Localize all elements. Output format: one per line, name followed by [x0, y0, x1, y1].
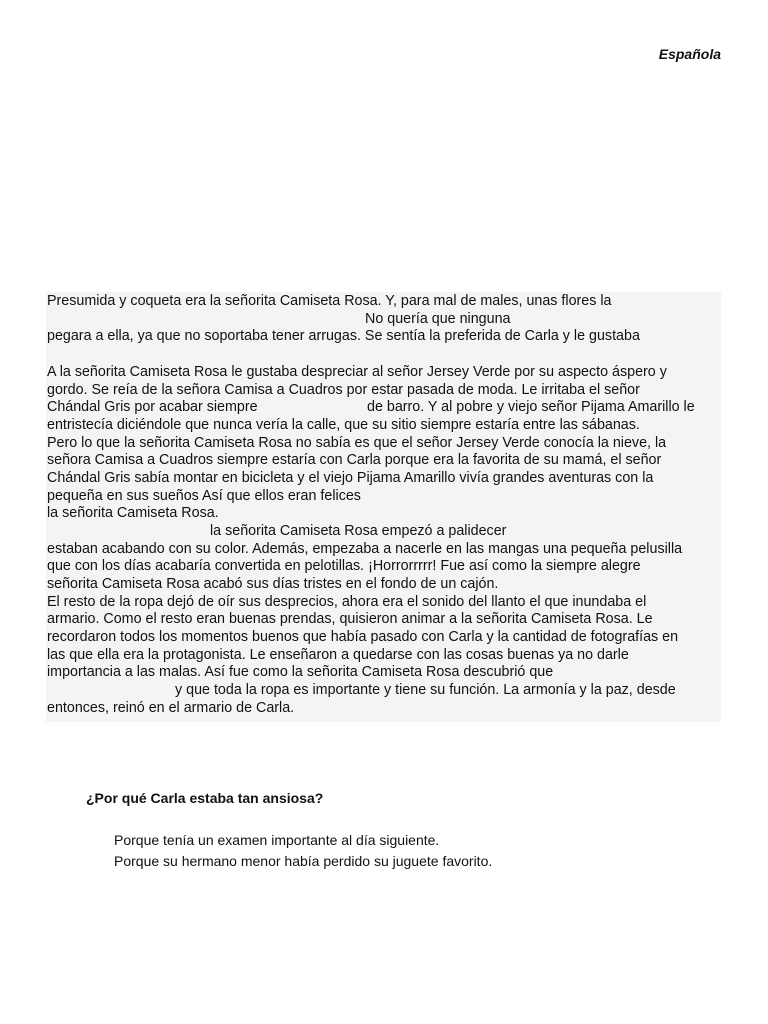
story-line: las que ella era la protagonista. Le enseñaron a quedarse con las cosas buenas ya no darle — [47, 647, 629, 663]
story-line: pegara a ella, ya que no soportaba tener arrugas. Se sentía la preferida de Carla y le gustaba — [47, 328, 640, 344]
story-line: Pero lo que la señorita Camiseta Rosa no sabía es que el señor Jersey Verde conocía la nieve, la — [47, 435, 667, 451]
quiz-option[interactable]: Porque su hermano menor había perdido su juguete favorito. — [114, 853, 493, 869]
story-line: armario. Como el resto eran buenas prendas, quisieron animar a la señorita Camiseta Rosa. Le — [47, 611, 653, 627]
story-line: importancia a las malas. Así fue como la señorita Camiseta Rosa descubrió que — [47, 664, 554, 680]
story-line: señorita Camiseta Rosa acabó sus días tristes en el fondo de un cajón. — [47, 576, 499, 592]
story-line: de barro. Y al pobre y viejo señor Pijama Amarillo le — [367, 399, 695, 415]
story-line: recordaron todos los momentos buenos que había pasado con Carla y la cantidad de fotografías en — [47, 629, 679, 645]
story-line: Chándal Gris por acabar siempre — [47, 399, 258, 415]
quiz-question: ¿Por qué Carla estaba tan ansiosa? — [86, 790, 324, 806]
story-line: señora Camisa a Cuadros siempre estaría con Carla porque era la favorita de su mamá, el señor — [47, 452, 662, 468]
story-line: la señorita Camiseta Rosa. — [47, 505, 219, 521]
story-line: pequeña en sus sueños Así que ellos eran felices — [47, 488, 361, 504]
document-language-label: Española — [658, 46, 721, 62]
story-line: El resto de la ropa dejó de oír sus desprecios, ahora era el sonido del llanto el que inundaba el — [47, 594, 647, 610]
quiz-option[interactable]: Porque tenía un examen importante al día siguiente. — [114, 832, 440, 848]
story-line: que con los días acabaría convertida en pelotillas. ¡Horrorrrrr! Fue así como la siempre alegre — [47, 558, 641, 574]
story-line: Chándal Gris sabía montar en bicicleta y el viejo Pijama Amarillo vivía grandes aventuras con la — [47, 470, 654, 486]
story-line: No quería que ninguna — [365, 311, 511, 327]
story-line: A la señorita Camiseta Rosa le gustaba despreciar al señor Jersey Verde por su aspecto áspero y — [47, 364, 667, 380]
story-line: entristecía diciéndole que nunca vería la calle, que su sitio siempre estaría entre las sábanas. — [47, 417, 640, 433]
story-line: entonces, reinó en el armario de Carla. — [47, 700, 295, 716]
story-line: estaban acabando con su color. Además, empezaba a nacerle en las mangas una pequeña pelusilla — [47, 541, 683, 557]
story-line: Presumida y coqueta era la señorita Camiseta Rosa. Y, para mal de males, unas flores la — [47, 293, 612, 309]
story-line: y que toda la ropa es importante y tiene su función. La armonía y la paz, desde — [175, 682, 676, 698]
story-line: gordo. Se reía de la señora Camisa a Cuadros por estar pasada de moda. Le irritaba el señor — [47, 382, 640, 398]
story-line: la señorita Camiseta Rosa empezó a palidecer — [210, 523, 507, 539]
